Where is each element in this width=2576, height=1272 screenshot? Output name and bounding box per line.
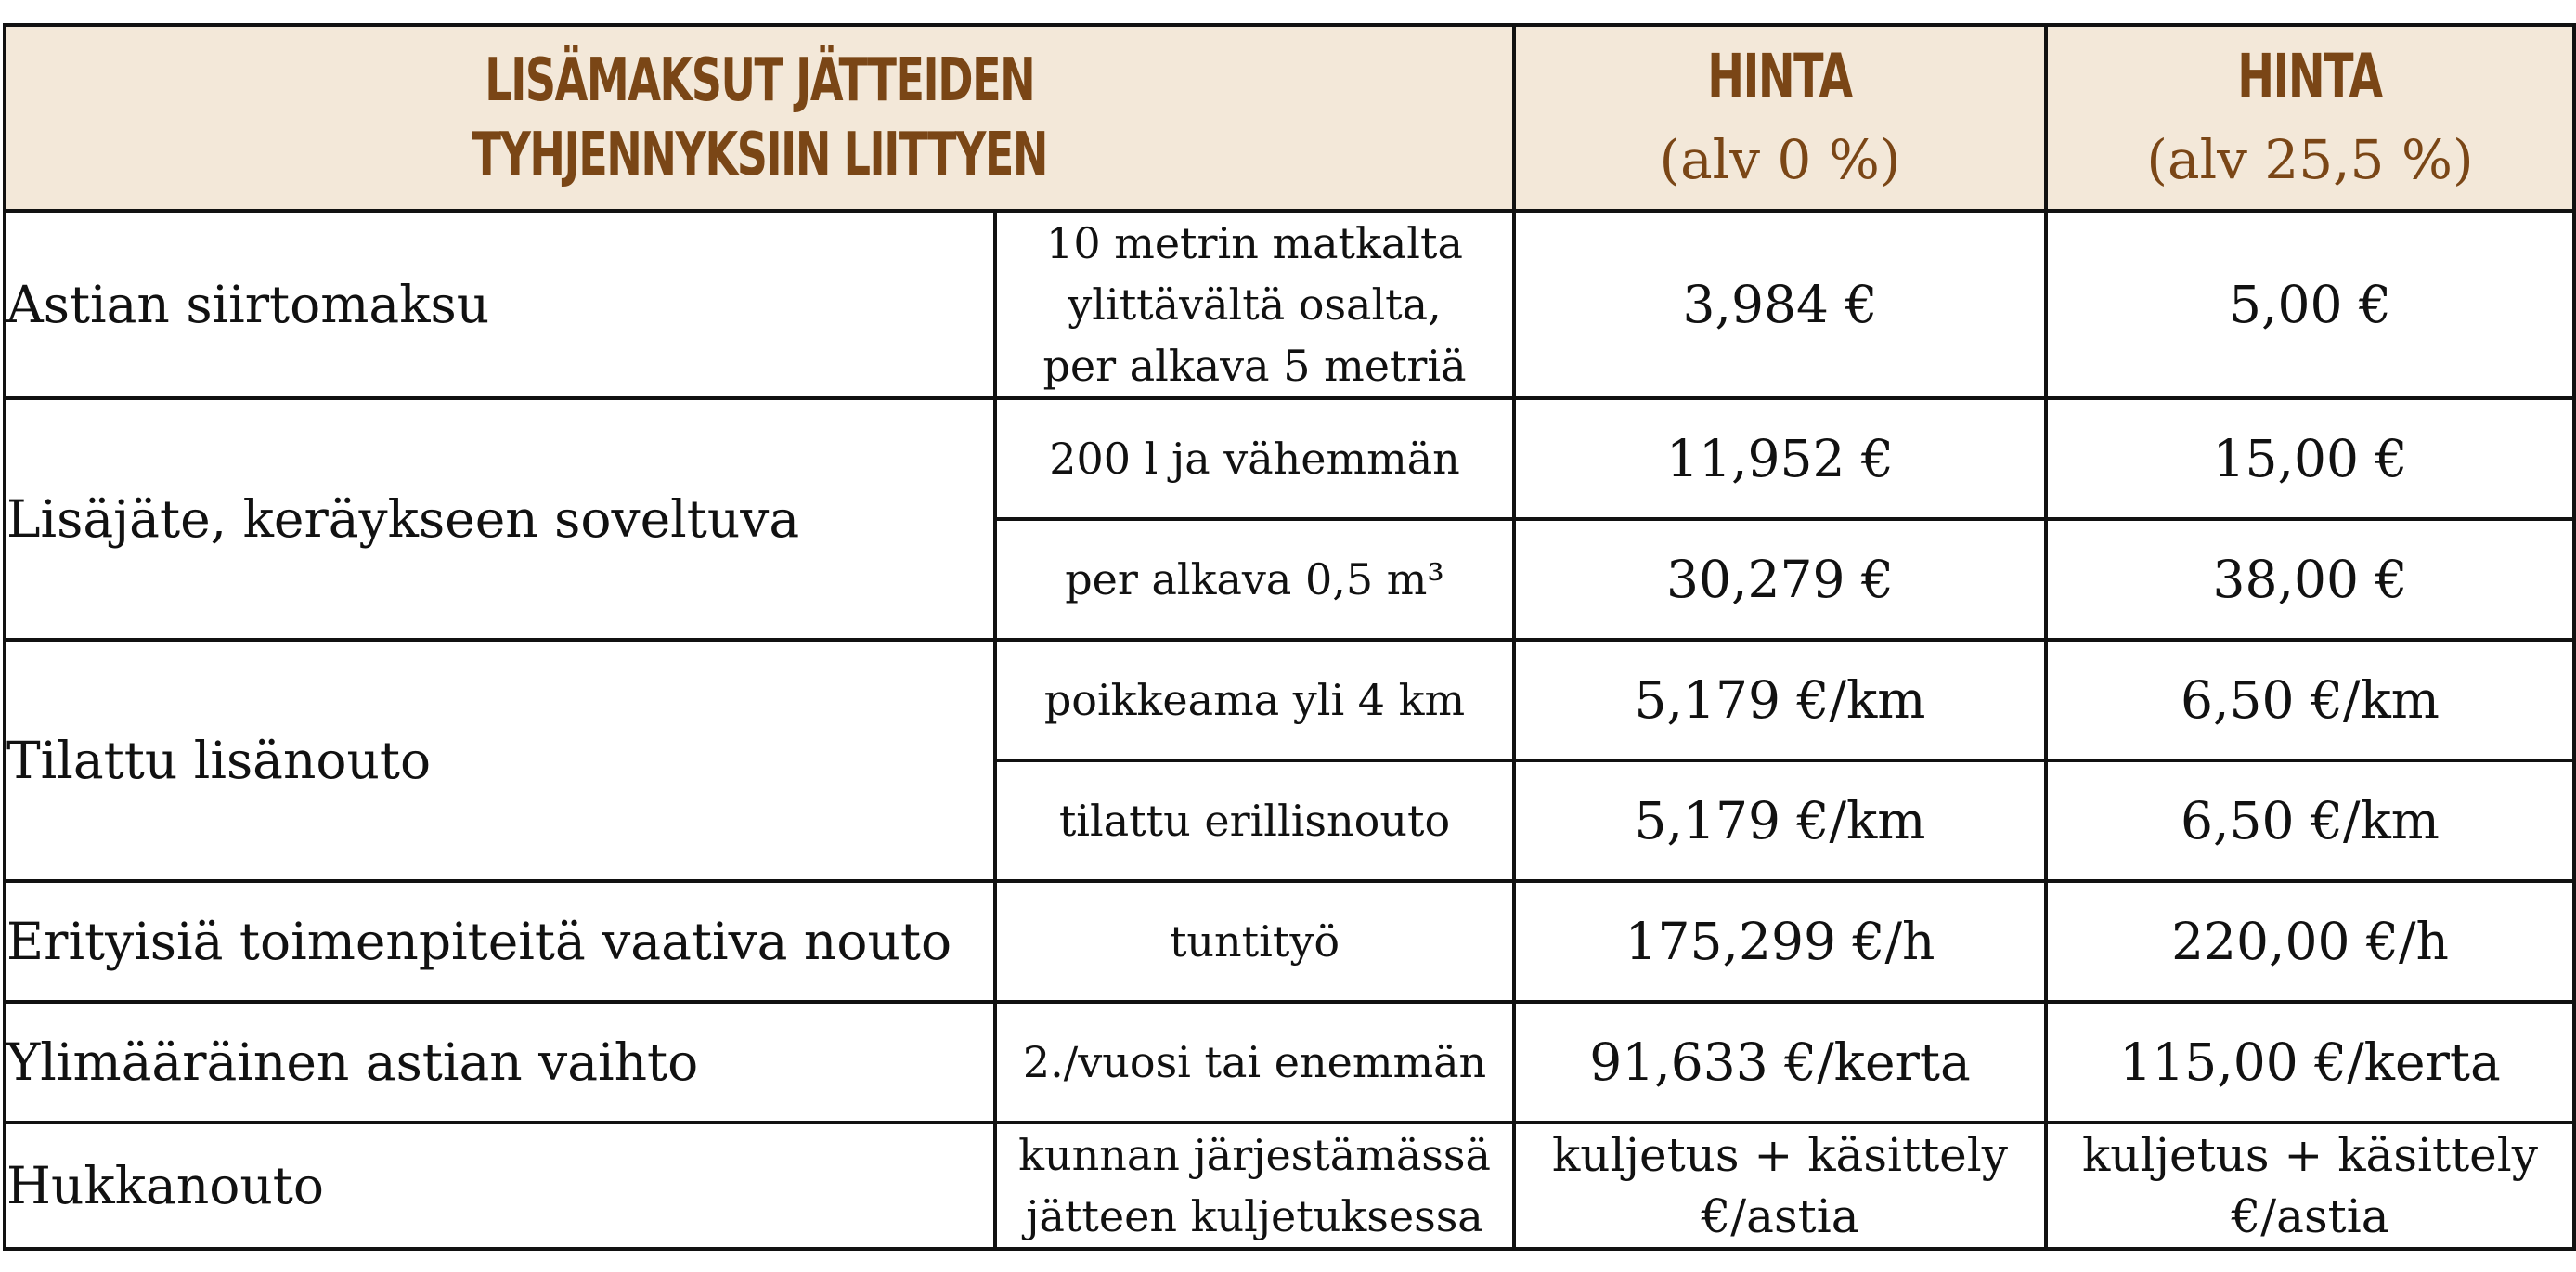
item-name: Tilattu lisänouto [5, 640, 995, 881]
table-title [472, 44, 1047, 192]
price-vat0 [1514, 1123, 2046, 1249]
price-vat255-header [2046, 25, 2574, 211]
table-header-row [5, 25, 2574, 211]
price-vat255-label: HINTA [2237, 40, 2383, 112]
item-condition: 2./vuosi tai enemmän [995, 1002, 1514, 1123]
table-row [5, 1002, 2574, 1123]
price-vat255: 220,00 €/h [2046, 881, 2574, 1002]
condition-line: ylittävältä osalta, [1068, 279, 1442, 330]
item-condition: poikkeama yli 4 km [995, 640, 1514, 760]
item-condition: tuntityö [995, 881, 1514, 1002]
price-vat0: 175,299 €/h [1514, 881, 2046, 1002]
price-vat255-sublabel: (alv 25,5 %) [2146, 127, 2474, 191]
price-vat255: 5,00 € [2046, 211, 2574, 398]
price-line: €/astia [2231, 1189, 2389, 1243]
price-vat255 [2046, 1123, 2574, 1249]
item-condition [995, 1123, 1514, 1249]
item-name: Erityisiä toimenpiteitä vaativa nouto [5, 881, 995, 1002]
table-row [5, 398, 2574, 519]
condition-line: 10 metrin matkalta [1046, 218, 1463, 268]
table-row [5, 1123, 2574, 1249]
item-name: Hukkanouto [5, 1123, 995, 1249]
table-row [5, 640, 2574, 760]
item-name: Lisäjäte, keräykseen soveltuva [5, 398, 995, 640]
price-vat0: 5,179 €/km [1514, 640, 2046, 760]
table-title-cell [5, 25, 1514, 211]
item-condition: per alkava 0,5 m³ [995, 519, 1514, 640]
price-vat0: 91,633 €/kerta [1514, 1002, 2046, 1123]
price-vat0: 11,952 € [1514, 398, 2046, 519]
condition-line: jätteen kuljetuksessa [1026, 1191, 1483, 1241]
table-row [5, 211, 2574, 398]
table-title-line2: TYHJENNYKSIIN LIITTYEN [472, 121, 1047, 189]
price-vat0: 5,179 €/km [1514, 760, 2046, 881]
item-condition [995, 211, 1514, 398]
item-condition: 200 l ja vähemmän [995, 398, 1514, 519]
price-line: €/astia [1701, 1189, 1859, 1243]
item-name: Ylimääräinen astian vaihto [5, 1002, 995, 1123]
price-line: kuljetus + käsittely [1552, 1128, 2008, 1182]
price-vat0-header [1514, 25, 2046, 211]
price-line: kuljetus + käsittely [2082, 1128, 2538, 1182]
condition-line: kunnan järjestämässä [1018, 1130, 1491, 1180]
price-vat0: 30,279 € [1514, 519, 2046, 640]
price-vat255: 38,00 € [2046, 519, 2574, 640]
fees-table [3, 23, 2576, 1251]
item-name: Astian siirtomaksu [5, 211, 995, 398]
price-vat255: 15,00 € [2046, 398, 2574, 519]
table-row [5, 881, 2574, 1002]
condition-line: per alkava 5 metriä [1042, 341, 1467, 391]
price-vat0: 3,984 € [1514, 211, 2046, 398]
table-title-line1: LISÄMAKSUT JÄTTEIDEN [485, 46, 1034, 115]
item-condition: tilattu erillisnouto [995, 760, 1514, 881]
price-vat255: 6,50 €/km [2046, 760, 2574, 881]
price-vat255: 6,50 €/km [2046, 640, 2574, 760]
price-vat0-label: HINTA [1707, 40, 1853, 112]
price-vat255: 115,00 €/kerta [2046, 1002, 2574, 1123]
price-vat0-sublabel: (alv 0 %) [1659, 127, 1901, 191]
